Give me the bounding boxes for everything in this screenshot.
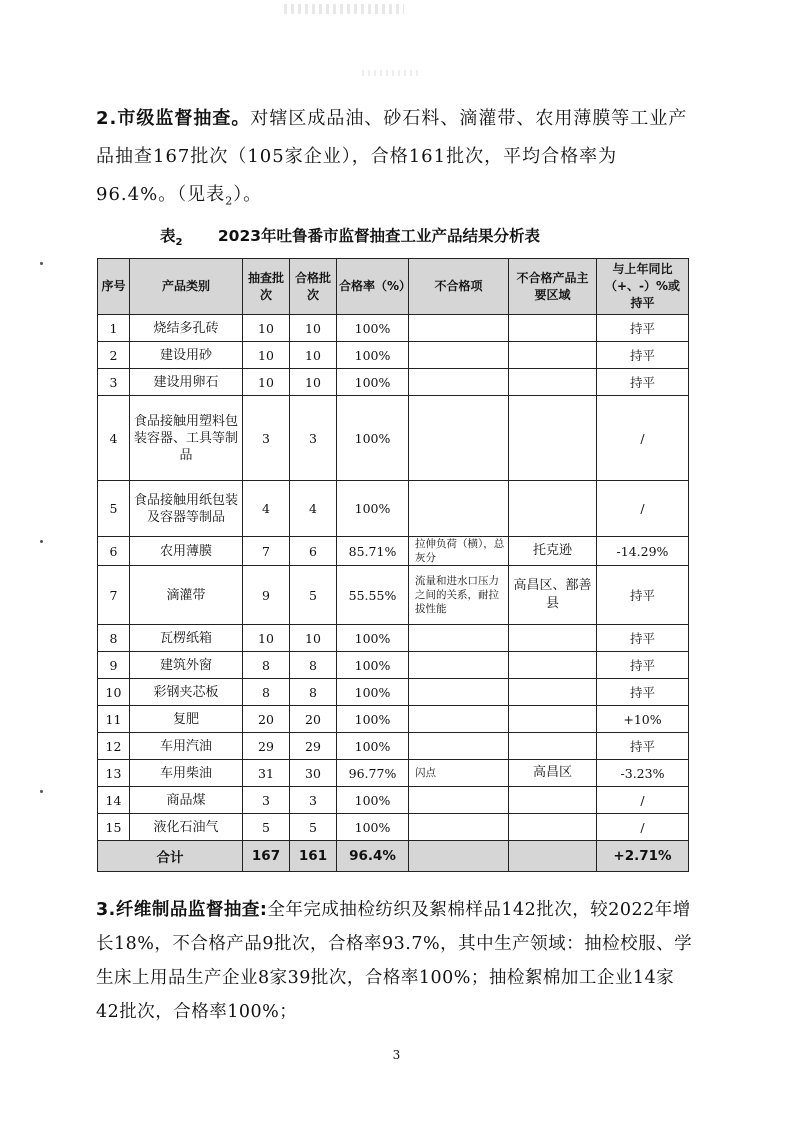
row-checked: 8 (243, 679, 290, 706)
table-row (98, 369, 689, 396)
table-row (98, 652, 689, 679)
row-category: 建筑外窗 (130, 652, 243, 679)
header-rate: 合格率（%） (337, 259, 409, 315)
row-no: 7 (98, 566, 130, 625)
row-category: 烧结多孔砖 (130, 315, 243, 342)
row-passed: 6 (290, 537, 337, 566)
row-checked: 5 (243, 814, 290, 841)
row-rate: 100% (337, 396, 409, 481)
row-passed: 3 (290, 787, 337, 814)
row-area (509, 733, 597, 760)
row-checked: 3 (243, 396, 290, 481)
row-rate: 100% (337, 342, 409, 369)
row-category: 复肥 (130, 706, 243, 733)
row-area (509, 315, 597, 342)
row-area (509, 679, 597, 706)
table-title: 2023年吐鲁番市监督抽查工业产品结果分析表 (217, 227, 541, 245)
row-passed: 29 (290, 733, 337, 760)
row-checked: 29 (243, 733, 290, 760)
row-rate: 100% (337, 315, 409, 342)
row-passed: 4 (290, 481, 337, 537)
row-fail-items (409, 396, 509, 481)
table-row (98, 315, 689, 342)
total-passed: 161 (290, 841, 337, 872)
header-passed: 合格批次 (290, 259, 337, 315)
binding-hole-mark (40, 540, 43, 543)
header-area: 不合格产品主要区域 (509, 259, 597, 315)
row-yoy: / (597, 396, 689, 481)
row-rate: 100% (337, 652, 409, 679)
row-area: 高昌区、鄯善县 (509, 566, 597, 625)
row-rate: 96.77% (337, 760, 409, 787)
row-passed: 10 (290, 315, 337, 342)
total-rate: 96.4% (337, 841, 409, 872)
row-area (509, 706, 597, 733)
row-fail-items: 闪点 (409, 760, 509, 787)
row-checked: 10 (243, 315, 290, 342)
row-fail-items: 流量和进水口压力之间的关系，耐拉拔性能 (409, 566, 509, 625)
row-category: 液化石油气 (130, 814, 243, 841)
row-yoy: / (597, 814, 689, 841)
row-rate: 100% (337, 369, 409, 396)
row-checked: 31 (243, 760, 290, 787)
row-checked: 10 (243, 369, 290, 396)
row-yoy: / (597, 481, 689, 537)
binding-hole-mark (40, 262, 43, 265)
table-row (98, 481, 689, 537)
row-passed: 10 (290, 342, 337, 369)
header-no: 序号 (98, 259, 130, 315)
row-checked: 8 (243, 652, 290, 679)
row-category: 食品接触用纸包装及容器等制品 (130, 481, 243, 537)
row-area: 托克逊 (509, 537, 597, 566)
row-fail-items (409, 814, 509, 841)
row-yoy: 持平 (597, 342, 689, 369)
row-yoy: 持平 (597, 652, 689, 679)
row-passed: 3 (290, 396, 337, 481)
row-no: 6 (98, 537, 130, 566)
row-checked: 3 (243, 787, 290, 814)
row-fail-items (409, 733, 509, 760)
row-checked: 4 (243, 481, 290, 537)
table-caption (160, 224, 680, 248)
total-yoy: +2.71% (597, 841, 689, 872)
row-checked: 9 (243, 566, 290, 625)
row-no: 13 (98, 760, 130, 787)
row-yoy: 持平 (597, 679, 689, 706)
row-fail-items (409, 706, 509, 733)
row-yoy: -3.23% (597, 760, 689, 787)
row-category: 彩钢夹芯板 (130, 679, 243, 706)
scan-artifact (362, 70, 422, 76)
row-yoy: / (597, 787, 689, 814)
row-fail-items: 拉伸负荷（横），总灰分 (409, 537, 509, 566)
row-rate: 100% (337, 679, 409, 706)
row-yoy: 持平 (597, 315, 689, 342)
row-area (509, 369, 597, 396)
header-checked: 抽查批次 (243, 259, 290, 315)
section-3-body: 全年完成抽检纺织及絮棉样品142批次，较2022年增长18%，不合格产品9批次，合格率93.7%，其中生产领域：抽检校服、学生床上用品生产企业8家39批次，合格率100%；抽检絮棉加工企业14家42批次，合格率100%； (96, 900, 693, 1022)
header-category: 产品类别 (130, 259, 243, 315)
row-no: 8 (98, 625, 130, 652)
row-yoy: 持平 (597, 369, 689, 396)
row-rate: 100% (337, 787, 409, 814)
row-category: 建设用砂 (130, 342, 243, 369)
row-yoy: +10% (597, 706, 689, 733)
table-row (98, 706, 689, 733)
row-no: 5 (98, 481, 130, 537)
row-no: 10 (98, 679, 130, 706)
row-no: 14 (98, 787, 130, 814)
row-no: 15 (98, 814, 130, 841)
table-row (98, 787, 689, 814)
table-row (98, 760, 689, 787)
row-fail-items (409, 342, 509, 369)
row-area (509, 652, 597, 679)
row-yoy: 持平 (597, 625, 689, 652)
row-category: 农用薄膜 (130, 537, 243, 566)
row-passed: 5 (290, 566, 337, 625)
row-fail-items (409, 679, 509, 706)
row-rate: 100% (337, 625, 409, 652)
table-row (98, 537, 689, 566)
row-rate: 85.71% (337, 537, 409, 566)
row-area (509, 481, 597, 537)
total-area (509, 841, 597, 872)
total-checked: 167 (243, 841, 290, 872)
row-passed: 30 (290, 760, 337, 787)
row-passed: 8 (290, 652, 337, 679)
section-2-paragraph (96, 100, 696, 221)
row-fail-items (409, 625, 509, 652)
row-category: 瓦楞纸箱 (130, 625, 243, 652)
section-3-paragraph (96, 893, 696, 1029)
table-label: 表 (160, 227, 176, 245)
total-label: 合计 (98, 841, 243, 872)
row-passed: 5 (290, 814, 337, 841)
table-row (98, 566, 689, 625)
row-category: 食品接触用塑料包装容器、工具等制品 (130, 396, 243, 481)
row-passed: 10 (290, 369, 337, 396)
results-table (97, 258, 689, 872)
row-checked: 10 (243, 342, 290, 369)
row-fail-items (409, 369, 509, 396)
table-label-sub: 2 (175, 237, 183, 249)
table-row (98, 342, 689, 369)
section-2-heading: 2.市级监督抽查。 (96, 108, 251, 129)
table-header-row (98, 259, 689, 315)
row-passed: 8 (290, 679, 337, 706)
row-checked: 20 (243, 706, 290, 733)
row-area (509, 396, 597, 481)
row-category: 商品煤 (130, 787, 243, 814)
row-fail-items (409, 652, 509, 679)
table-row (98, 625, 689, 652)
row-category: 建设用卵石 (130, 369, 243, 396)
row-area (509, 342, 597, 369)
row-rate: 100% (337, 706, 409, 733)
row-fail-items (409, 481, 509, 537)
table-row (98, 679, 689, 706)
total-fail-items (409, 841, 509, 872)
header-yoy: 与上年同比（+、-）%或持平 (597, 259, 689, 315)
table-row (98, 733, 689, 760)
row-checked: 7 (243, 537, 290, 566)
row-area (509, 625, 597, 652)
row-fail-items (409, 787, 509, 814)
row-yoy: -14.29% (597, 537, 689, 566)
table-row (98, 396, 689, 481)
scan-artifact (284, 4, 404, 14)
row-rate: 100% (337, 733, 409, 760)
row-category: 车用汽油 (130, 733, 243, 760)
row-checked: 10 (243, 625, 290, 652)
row-area: 高昌区 (509, 760, 597, 787)
row-passed: 20 (290, 706, 337, 733)
row-no: 11 (98, 706, 130, 733)
row-category: 车用柴油 (130, 760, 243, 787)
section-2-body: 对辖区成品油、砂石料、滴灌带、农用薄膜等工业产品抽查167批次（105家企业），合格161批次，平均合格率为96.4%。（见表 (96, 108, 688, 205)
row-no: 12 (98, 733, 130, 760)
row-no: 1 (98, 315, 130, 342)
row-category: 滴灌带 (130, 566, 243, 625)
row-no: 3 (98, 369, 130, 396)
header-fail-items: 不合格项 (409, 259, 509, 315)
row-no: 4 (98, 396, 130, 481)
row-passed: 10 (290, 625, 337, 652)
row-fail-items (409, 315, 509, 342)
page-number: 3 (392, 1048, 401, 1062)
row-rate: 100% (337, 481, 409, 537)
section-2-tail: ）。 (233, 184, 263, 205)
total-row (98, 841, 689, 872)
row-area (509, 787, 597, 814)
row-yoy: 持平 (597, 733, 689, 760)
row-rate: 55.55% (337, 566, 409, 625)
section-3-heading: 3.纤维制品监督抽查: (96, 900, 268, 920)
row-rate: 100% (337, 814, 409, 841)
binding-hole-mark (40, 790, 43, 793)
table-row (98, 814, 689, 841)
row-no: 2 (98, 342, 130, 369)
row-area (509, 814, 597, 841)
table-ref-sub: 2 (225, 194, 234, 208)
row-no: 9 (98, 652, 130, 679)
row-yoy: 持平 (597, 566, 689, 625)
